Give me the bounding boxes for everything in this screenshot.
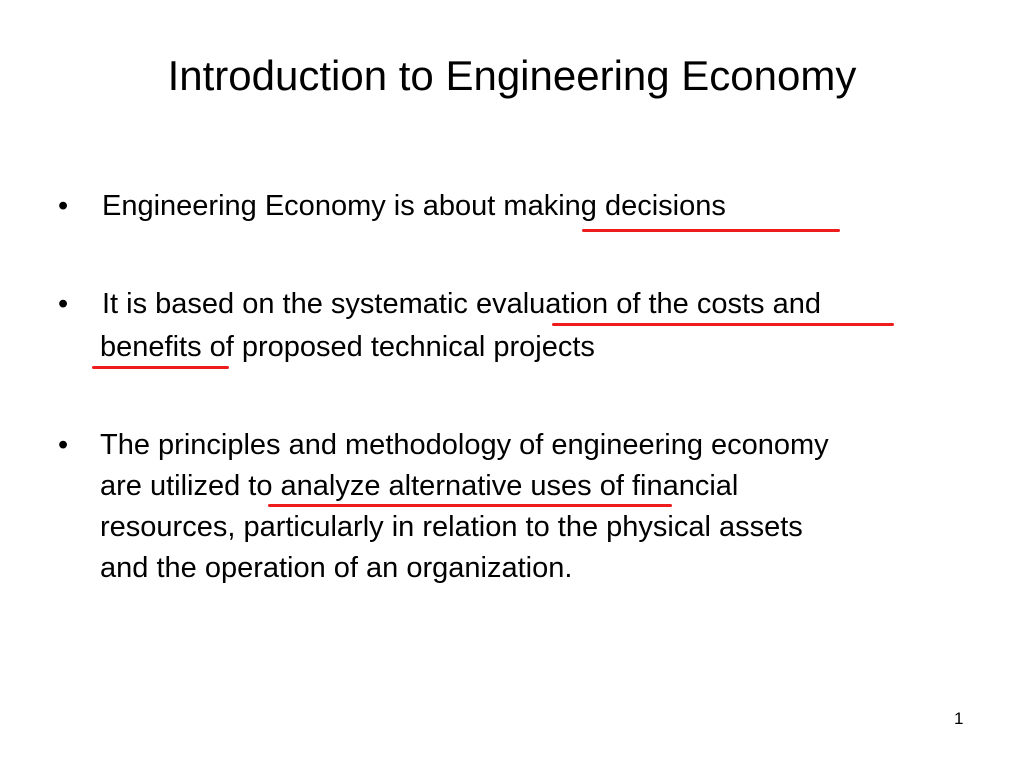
- bullet-3-line-4: and the operation of an organization.: [100, 552, 573, 584]
- bullet-3-line-2: are utilized to analyze alternative uses of financial: [100, 470, 739, 502]
- bullet-marker: •: [58, 288, 69, 320]
- bullet-1-line-1: Engineering Economy is about making decisions: [102, 190, 726, 222]
- underline-to-analyze-alternative-uses: [268, 504, 672, 507]
- bullet-3-line-3: resources, particularly in relation to the physical assets: [100, 511, 803, 543]
- underline-evaluation-of-the-costs: [552, 323, 894, 326]
- slide-title: Introduction to Engineering Economy: [167, 52, 857, 99]
- underline-making-decisions: [582, 229, 840, 232]
- underline-benefits: [92, 366, 229, 369]
- bullet-3-line-1: The principles and methodology of engineering economy: [100, 429, 829, 461]
- bullet-marker: •: [58, 190, 69, 222]
- bullet-2-line-2: benefits of proposed technical projects: [100, 331, 595, 363]
- bullet-2-line-1: It is based on the systematic evaluation of the costs and: [102, 288, 821, 320]
- page-number: 1: [954, 709, 964, 728]
- bullet-marker: •: [58, 429, 69, 461]
